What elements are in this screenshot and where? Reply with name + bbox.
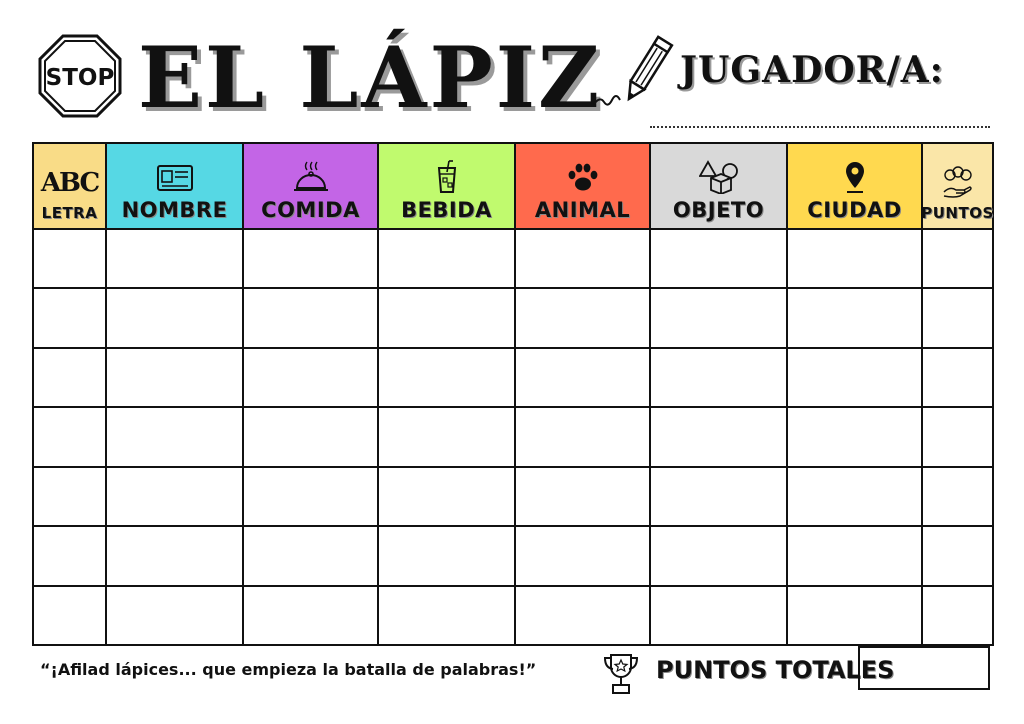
column-label: NOMBRE xyxy=(121,198,228,222)
answer-cell-bebida[interactable] xyxy=(378,348,515,407)
game-table xyxy=(32,142,994,646)
answer-cell-ciudad[interactable] xyxy=(787,526,922,585)
answer-cell-objeto[interactable] xyxy=(650,467,787,526)
answer-cell-animal[interactable] xyxy=(515,348,650,407)
answer-cell-bebida[interactable] xyxy=(378,288,515,347)
column-label: LETRA xyxy=(41,204,98,222)
answer-cell-comida[interactable] xyxy=(243,229,378,288)
answer-cell-ciudad[interactable] xyxy=(787,288,922,347)
total-points-box[interactable] xyxy=(858,646,990,690)
column-header-animal xyxy=(515,143,650,229)
answer-cell-bebida[interactable] xyxy=(378,586,515,645)
table-row xyxy=(33,229,993,288)
stop-sign-icon xyxy=(38,34,122,118)
answer-cell-objeto[interactable] xyxy=(650,288,787,347)
location-pin-icon xyxy=(835,160,875,194)
answer-cell-comida[interactable] xyxy=(243,288,378,347)
answer-cell-animal[interactable] xyxy=(515,407,650,466)
player-name-line[interactable] xyxy=(650,126,990,128)
column-header-objeto xyxy=(650,143,787,229)
table-row xyxy=(33,526,993,585)
column-label: BEBIDA xyxy=(401,198,492,222)
answer-cell-animal[interactable] xyxy=(515,586,650,645)
answer-cell-bebida[interactable] xyxy=(378,526,515,585)
pencil-icon xyxy=(592,34,682,110)
column-header-comida xyxy=(243,143,378,229)
answer-cell-letra[interactable] xyxy=(33,467,106,526)
answer-cell-ciudad[interactable] xyxy=(787,407,922,466)
answer-cell-puntos[interactable] xyxy=(922,467,993,526)
shapes-icon xyxy=(699,160,739,194)
food-cloche-icon xyxy=(291,160,331,194)
answer-cell-animal[interactable] xyxy=(515,229,650,288)
answer-cell-animal[interactable] xyxy=(515,288,650,347)
answer-cell-puntos[interactable] xyxy=(922,288,993,347)
answer-cell-nombre[interactable] xyxy=(106,229,243,288)
column-label: ANIMAL xyxy=(534,198,631,222)
column-label: COMIDA xyxy=(261,198,360,222)
column-label: CIUDAD xyxy=(807,198,902,222)
answer-cell-bebida[interactable] xyxy=(378,407,515,466)
stop-sign-text: STOP xyxy=(45,65,115,91)
id-card-icon xyxy=(155,160,195,194)
column-header-puntos xyxy=(922,143,993,229)
table-row xyxy=(33,348,993,407)
column-label: PUNTOS xyxy=(921,204,994,222)
page-title: EL LÁPIZ xyxy=(138,28,603,127)
answer-cell-animal[interactable] xyxy=(515,526,650,585)
answer-cell-nombre[interactable] xyxy=(106,407,243,466)
answer-cell-puntos[interactable] xyxy=(922,229,993,288)
footer-quote: “¡Afilad lápices... que empieza la batalla de palabras!” xyxy=(40,660,537,679)
answer-cell-letra[interactable] xyxy=(33,288,106,347)
answer-cell-puntos[interactable] xyxy=(922,526,993,585)
answer-cell-nombre[interactable] xyxy=(106,526,243,585)
answer-cell-nombre[interactable] xyxy=(106,586,243,645)
answer-cell-ciudad[interactable] xyxy=(787,467,922,526)
header-row xyxy=(33,143,993,229)
answer-cell-bebida[interactable] xyxy=(378,467,515,526)
answer-cell-letra[interactable] xyxy=(33,348,106,407)
answer-cell-comida[interactable] xyxy=(243,407,378,466)
answer-cell-puntos[interactable] xyxy=(922,407,993,466)
answer-cell-bebida[interactable] xyxy=(378,229,515,288)
answer-cell-comida[interactable] xyxy=(243,467,378,526)
drink-glass-icon xyxy=(427,160,467,194)
answer-cell-comida[interactable] xyxy=(243,348,378,407)
answer-cell-objeto[interactable] xyxy=(650,586,787,645)
stars-hand-icon xyxy=(938,166,978,200)
total-points-label: PUNTOS TOTALES xyxy=(656,656,895,684)
answer-cell-puntos[interactable] xyxy=(922,586,993,645)
column-header-nombre xyxy=(106,143,243,229)
answer-cell-nombre[interactable] xyxy=(106,288,243,347)
table-row xyxy=(33,407,993,466)
answer-cell-comida[interactable] xyxy=(243,586,378,645)
answer-cell-objeto[interactable] xyxy=(650,348,787,407)
table-row xyxy=(33,586,993,645)
column-label: OBJETO xyxy=(672,198,765,222)
answer-cell-letra[interactable] xyxy=(33,229,106,288)
paw-icon xyxy=(563,160,603,194)
answer-cell-objeto[interactable] xyxy=(650,526,787,585)
trophy-icon xyxy=(602,652,640,696)
answer-cell-letra[interactable] xyxy=(33,586,106,645)
column-header-letra xyxy=(33,143,106,229)
abc-icon: ABC xyxy=(40,168,99,198)
answer-cell-ciudad[interactable] xyxy=(787,229,922,288)
answer-cell-objeto[interactable] xyxy=(650,229,787,288)
answer-cell-puntos[interactable] xyxy=(922,348,993,407)
answer-cell-nombre[interactable] xyxy=(106,348,243,407)
answer-cell-objeto[interactable] xyxy=(650,407,787,466)
answer-cell-ciudad[interactable] xyxy=(787,348,922,407)
table-row xyxy=(33,288,993,347)
answer-cell-comida[interactable] xyxy=(243,526,378,585)
answer-cell-nombre[interactable] xyxy=(106,467,243,526)
answer-cell-animal[interactable] xyxy=(515,467,650,526)
column-header-ciudad xyxy=(787,143,922,229)
answer-cell-letra[interactable] xyxy=(33,526,106,585)
answer-cell-letra[interactable] xyxy=(33,407,106,466)
answer-cell-ciudad[interactable] xyxy=(787,586,922,645)
table-row xyxy=(33,467,993,526)
column-header-bebida xyxy=(378,143,515,229)
player-label: JUGADOR/A: xyxy=(680,49,944,91)
